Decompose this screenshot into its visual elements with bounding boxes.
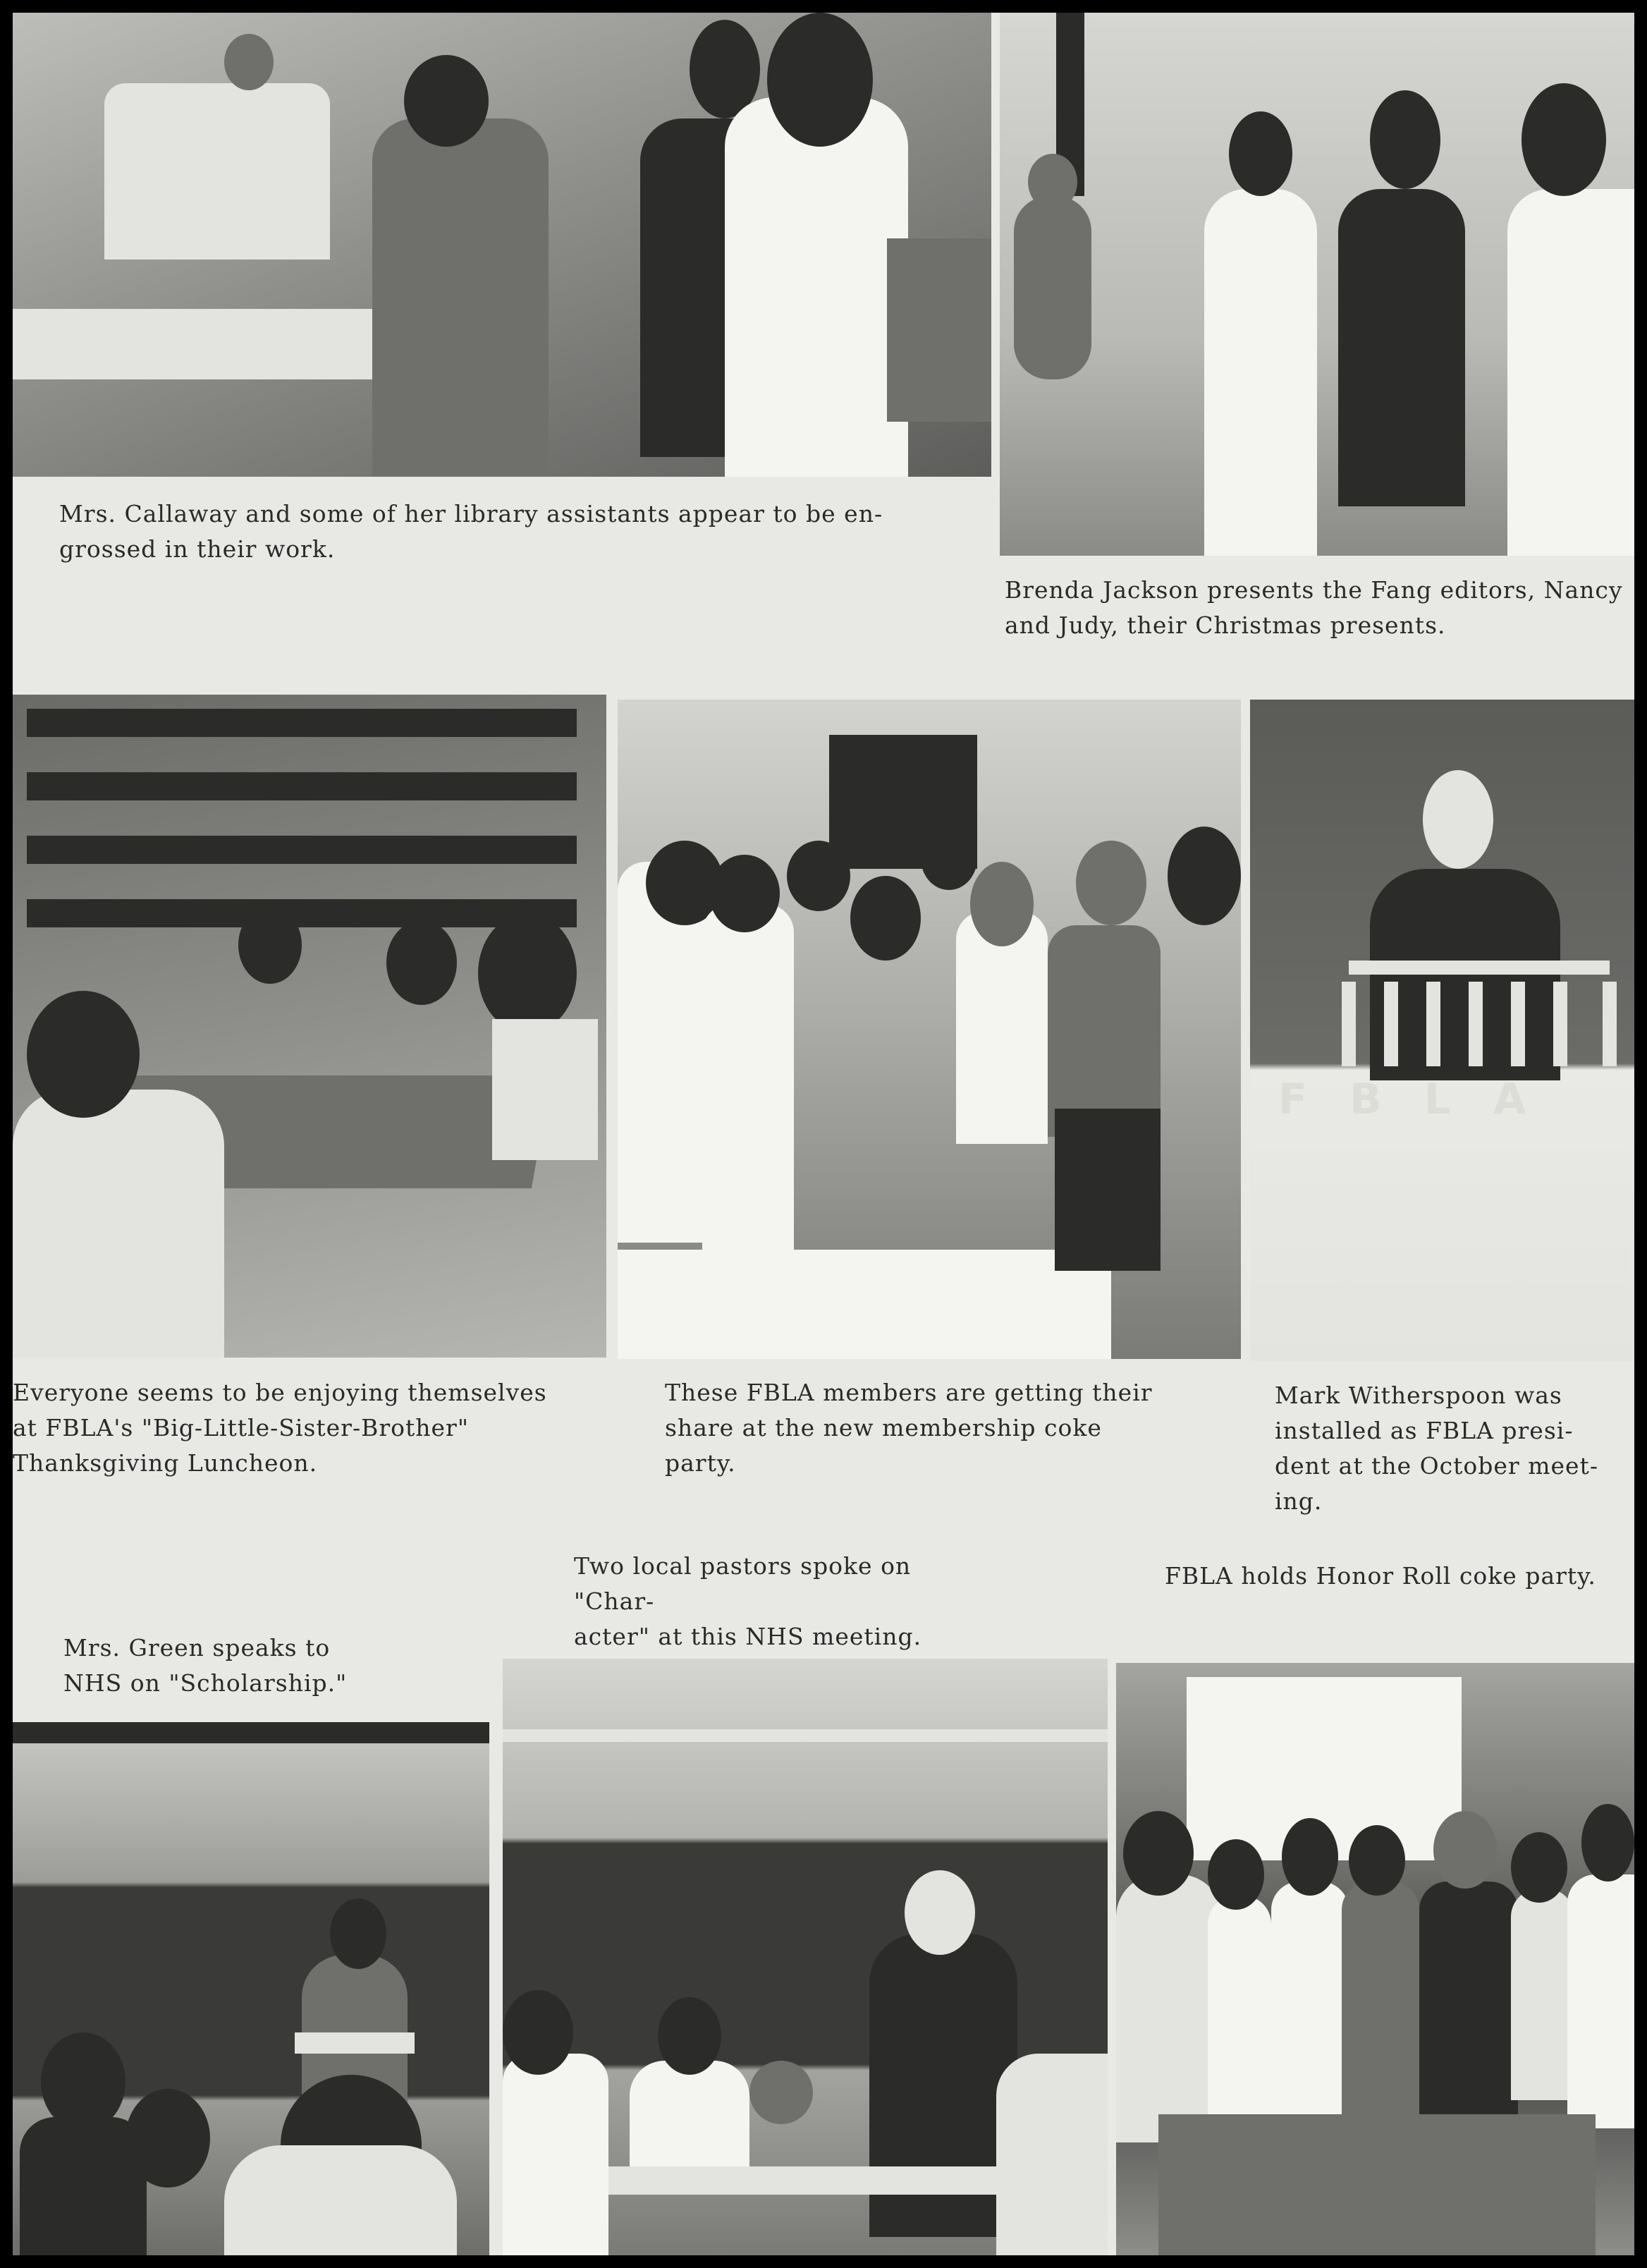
caption-honor-roll: FBLA holds Honor Roll coke party. (1165, 1562, 1596, 1590)
photo-honor-roll (1116, 1663, 1634, 2255)
caption-fbla-president: Mark Witherspoon was installed as FBLA presi- dent at the October meet- ing. (1275, 1382, 1598, 1515)
caption-luncheon: Everyone seems to be enjoying themselves at FBLA's "Big-Little-Sister-Brother" Thanksgiving Luncheon. (13, 1379, 547, 1477)
photo-fang-editors (1000, 13, 1634, 556)
caption-mrs-green: Mrs. Green speaks to NHS on "Scholarship." (63, 1634, 348, 1697)
yearbook-page (13, 13, 1634, 2255)
photo-mrs-green (13, 1722, 489, 2255)
caption-library-assistants: Mrs. Callaway and some of her library assistants appear to be en- grossed in their work. (59, 500, 883, 563)
fbla-banner-text: FBLA (1278, 1075, 1569, 1124)
photo-luncheon (13, 695, 606, 1358)
caption-coke-party: These FBLA members are getting their share at the new membership coke party. (665, 1379, 1153, 1477)
photo-library-assistants (13, 13, 991, 477)
photo-fbla-president (1250, 700, 1634, 1361)
caption-nhs-pastors: Two local pastors spoke on "Char- acter" at this NHS meeting. (574, 1552, 922, 1650)
photo-coke-party (618, 700, 1241, 1359)
photo-nhs-pastors (503, 1659, 1108, 2255)
caption-fang-editors: Brenda Jackson presents the Fang editors, Nancy and Judy, their Christmas presents. (1005, 576, 1623, 639)
